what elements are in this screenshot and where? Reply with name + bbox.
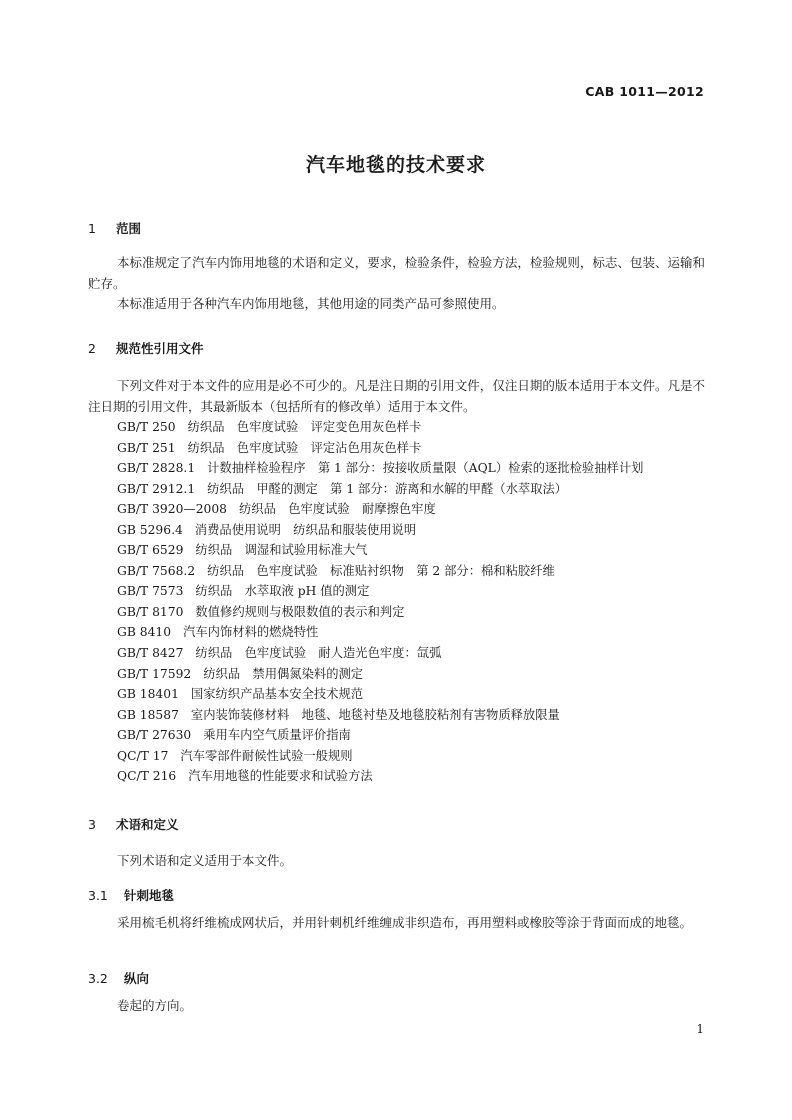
reference-code: GB/T 8427: [117, 646, 184, 661]
section-1-paragraph-2: 本标准适用于各种汽车内饰用地毯，其他用途的同类产品可参照使用。: [117, 296, 505, 311]
term-number: 3.1: [88, 888, 108, 903]
term-title: 纵向: [124, 971, 150, 986]
section-number: 2: [88, 341, 96, 356]
term-number: 3.2: [88, 971, 108, 986]
reference-title: 纺织品 色牢度试验 耐人造光色牢度：氙弧: [195, 646, 442, 661]
reference-code: GB/T 251: [117, 440, 176, 455]
reference-code: GB/T 8170: [117, 604, 184, 619]
reference-item: [117, 664, 643, 685]
reference-item: [117, 746, 643, 767]
reference-item: [117, 766, 643, 787]
reference-item: [117, 602, 643, 623]
term-3-2-heading: [88, 969, 149, 987]
term-3-1-heading: [88, 886, 174, 904]
section-1-paragraph-1: 本标准规定了汽车内饰用地毯的术语和定义，要求，检验条件，检验方法，检验规则，标志、包装、运输和贮存。: [88, 255, 705, 291]
reference-code: GB/T 7568.2: [117, 563, 196, 578]
section-3-intro: 下列术语和定义适用于本文件。: [117, 853, 293, 868]
section-1-heading: [88, 219, 141, 237]
reference-code: QC/T 17: [117, 748, 169, 763]
reference-title: 国家纺织产品基本安全技术规范: [190, 687, 364, 702]
reference-item: [117, 725, 643, 746]
reference-item: [117, 540, 643, 561]
term-3-2-definition: 卷起的方向。: [117, 998, 193, 1013]
reference-item: [117, 458, 643, 479]
page-number: 1: [696, 1022, 704, 1036]
term-title: 针刺地毯: [124, 888, 175, 903]
section-2-intro: 下列文件对于本文件的应用是必不可少的。凡是注日期的引用文件，仅注日期的版本适用于本文件。凡是不注日期的引用文件，其最新版本（包括所有的修改单）适用于本文件。: [88, 378, 705, 414]
reference-code: GB 18587: [117, 707, 179, 722]
reference-title: 纺织品 色牢度试验 评定变色用灰色样卡: [187, 420, 422, 434]
section-number: 3: [88, 817, 96, 832]
reference-item: [117, 479, 643, 500]
standard-code: CAB 1011—2012: [585, 84, 704, 99]
reference-item: [117, 622, 643, 643]
reference-code: GB/T 6529: [117, 543, 184, 558]
section-title: 范围: [116, 221, 142, 236]
reference-item: [117, 643, 643, 664]
reference-title: 纺织品 甲醛的测定 第 1 部分：游离和水解的甲醛（水萃取法）: [207, 481, 568, 496]
reference-code: QC/T 216: [117, 769, 177, 784]
reference-item: [117, 438, 643, 459]
normative-references-list: [117, 417, 643, 787]
reference-title: 消费品使用说明 纺织品和服装使用说明: [194, 522, 417, 537]
reference-title: 乘用车内空气质量评价指南: [203, 728, 351, 743]
reference-title: 纺织品 禁用偶氮染料的测定: [203, 666, 364, 681]
reference-code: GB 8410: [117, 625, 172, 640]
reference-item: [117, 684, 643, 705]
reference-code: GB/T 7573: [117, 584, 184, 599]
reference-code: GB/T 17592: [117, 666, 192, 681]
reference-title: 数值修约规则与极限数值的表示和判定: [195, 604, 405, 619]
reference-title: 汽车零部件耐候性试验一般规则: [180, 748, 353, 763]
reference-item: [117, 520, 643, 541]
reference-item: [117, 561, 643, 582]
reference-title: 室内装饰装修材料 地毯、地毯衬垫及地毯胶粘剂有害物质释放限量: [190, 707, 560, 722]
section-title: 术语和定义: [116, 817, 179, 832]
reference-code: GB/T 27630: [117, 728, 192, 743]
reference-code: GB/T 3920—2008: [117, 502, 227, 517]
reference-item: [117, 581, 643, 602]
reference-title: 汽车内饰材料的燃烧特性: [183, 625, 319, 640]
reference-code: GB 18401: [117, 687, 179, 702]
term-3-1-definition: 采用梳毛机将纤维梳成网状后，并用针刺机纤维缠成非织造布，再用塑料或橡胶等涂于背面而成的地毯。: [117, 915, 693, 930]
reference-title: 纺织品 调湿和试验用标准大气: [195, 543, 368, 558]
section-title: 规范性引用文件: [116, 341, 204, 356]
reference-code: GB/T 2912.1: [117, 481, 196, 496]
reference-title: 纺织品 水萃取液 pH 值的测定: [195, 584, 370, 599]
reference-title: 纺织品 色牢度试验 耐摩擦色牢度: [239, 502, 436, 517]
reference-code: GB/T 2828.1: [117, 461, 196, 476]
section-2-heading: [88, 339, 204, 357]
section-number: 1: [88, 221, 96, 236]
reference-title: 纺织品 色牢度试验 标准贴衬织物 第 2 部分：棉和粘胶纤维: [207, 563, 555, 578]
reference-title: 汽车用地毯的性能要求和试验方法: [188, 769, 373, 784]
section-3-heading: [88, 815, 179, 833]
reference-code: GB 5296.4: [117, 522, 183, 537]
reference-code: GB/T 250: [117, 420, 176, 434]
reference-item: [117, 705, 643, 726]
reference-title: 计数抽样检验程序 第 1 部分：按接收质量限（AQL）检索的逐批检验抽样计划: [207, 461, 644, 476]
reference-item: [117, 499, 643, 520]
reference-title: 纺织品 色牢度试验 评定沾色用灰色样卡: [187, 440, 422, 455]
document-title: 汽车地毯的技术要求: [305, 154, 486, 176]
reference-item: [117, 417, 643, 438]
